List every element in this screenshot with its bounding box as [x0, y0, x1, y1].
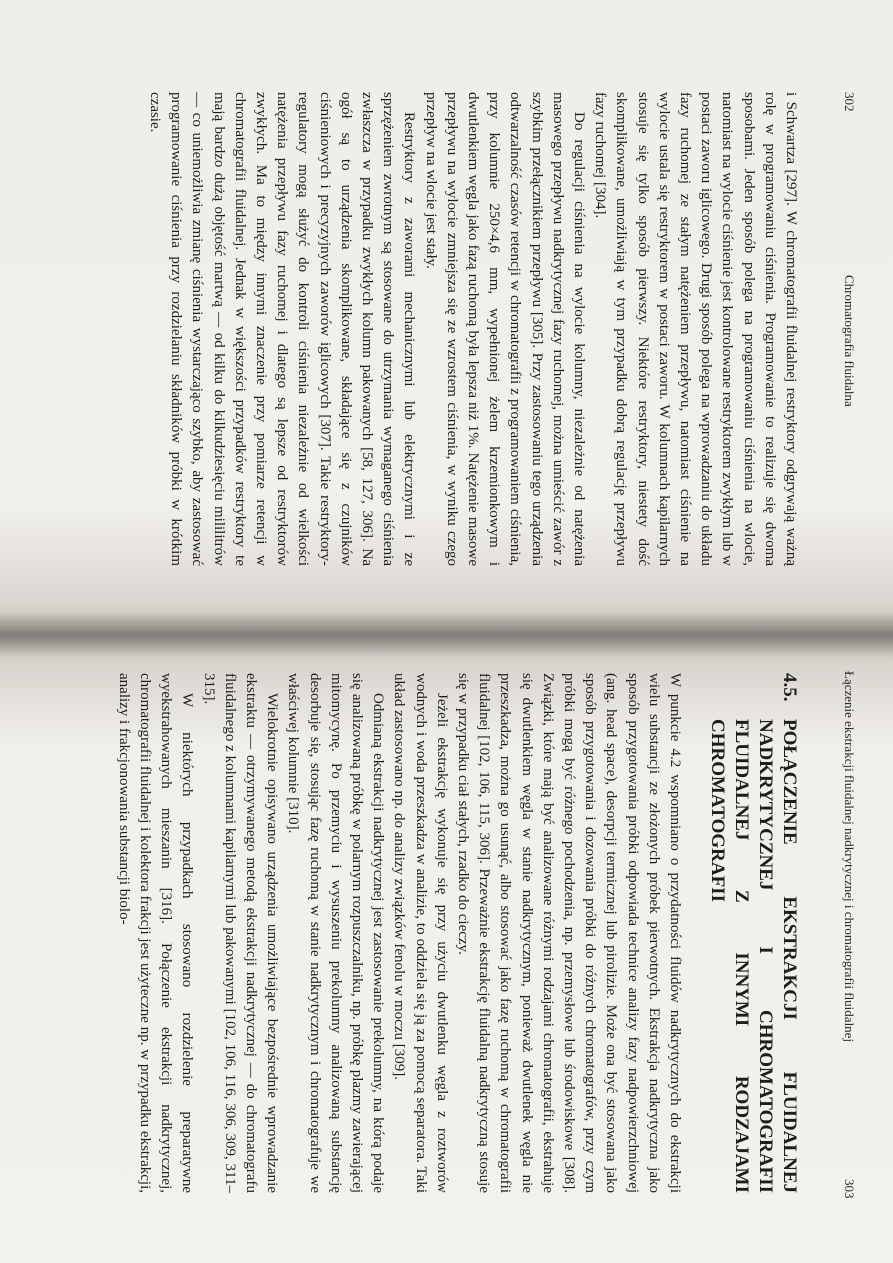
left-page [0, 0, 893, 631]
left-paragraph-1: i Schwartza [297]. W chromatografii fluidalnej restryktory odgrywają ważną rolę w programowaniu ciśnienia. Programowanie to realizuje się dwoma sposobami. Jeden sposób polega na programowaniu ciśnienia na wlocie, natomiast na wylocie ciśnienie jest kontrolowane restryktorem zwykłym lub w postaci zaworu iglicowego. Drugi sposób polega na wprowadzaniu do układu fazy ruchomej ze stałym natężeniem przepływu, natomiast ciśnienie na wylocie ustala się restryktorem w postaci zaworu. W kolumnach kapilarnych stosuje się tylko sposób pierwszy. Niektóre restryktory, niestety dość skomplikowane, umożliwiają w tym przypadku dobrą regulację przepływu fazy ruchomej [304]. [592, 92, 799, 566]
book-gutter-shadow [0, 612, 893, 656]
right-paragraph-5: W niektórych przypadkach stosowano rozdzielenie preparatywne wyekstrahowanych mieszanin [316]. Połączenie ekstrakcji nadkrytycznej, chromatografii fluidalnej i kolektora frakcji jest użyteczne np. w przypadku ekstrakcji, analizy i frakcjonowania substancji biolo- [115, 673, 196, 1193]
right-page [0, 631, 893, 1263]
right-page-body [113, 673, 801, 1193]
left-page-number: 302 [842, 92, 857, 112]
section-number: 4.5. [779, 673, 800, 702]
right-running-title: Łączenie ekstrakcji fluidalnej nadkrytycznej i chromatografii fluidalnej [842, 671, 857, 1043]
left-paragraph-2: Do regulacji ciśnienia na wylocie kolumny, niezależnie od natężenia masowego przepływu nadkrytycznej fazy ruchomej, można umieścić zawór z szybkim przełącznikiem przepływu [305]. Przy zastosowaniu tego urządzenia odtwarzalność czasów retencji w chromatografii z programowaniem ciśnienia, przy kolumnie 250×4,6 mm, wypełnionej żelem krzemionkowym i dwutlenkiem węgla jako fazą ruchomą była lepsza niż 1%. Natężenie masowe przepływu na wylocie zmniejsza się ze wzrostem ciśnienia, w wyniku czego przepływ na wlocie jest stały. [422, 92, 587, 566]
right-paragraph-4: Wielokrotnie opisywano urządzenia umożliwiające bezpośrednie wprowadzanie ekstraktu — otrzymywanego metodą ekstrakcji nadkrytycznej — do chromatografu fluidalnego z kolumnami kapilarnymi lub pakowanymi [102, 106, 116, 306, 309, 311–315]. [200, 673, 281, 1193]
section-heading [705, 673, 801, 1193]
left-running-title: Chromatografia fluidalna [842, 275, 857, 407]
right-paragraph-1: W punkcie 4.2 wspomniano o przydatności fluidów nadkrytycznych do ekstrakcji wielu substancji ze złożonych próbek pierwotnych. Ekstrakcja nadkrytyczna jako sposób przygotowania próbki odpowiada technice analizy fazy nadpowierzchniowej (ang. head space), desorpcji termicznej lub pirolizie. Może ona być stosowana jako sposób przygotowania i dozowania próbki do różnych chromatografów, przy czym próbki mogą być różnego pochodzenia, np. przemysłowe lub środowiskowe [308]. Związki, które mają być analizowane różnymi rodzajami chromatografii, ekstrahuje się dwutlenkiem węgla w stanie nadkrytycznym, ponieważ dwutlenek węgla nie przeszkadza, można go usunąć, albo stosować jako fazę ruchomą w chromatografii fluidalnej [102, 106, 115, 306]. Przeważnie ekstrakcję fluidalną nadkrytyczną stosuje się w przypadku ciał stałych, rzadko do cieczy. [454, 673, 683, 1193]
left-paragraph-3: Restryktory z zaworami mechanicznymi lub elektrycznymi i ze sprzężeniem zwrotnym są stosowane do utrzymania wymaganego ciśnienia zwłaszcza w przypadku zwykłych kolumn pakowanych [58, 127, 306]. Na ogół są to urządzenia skomplikowane, składające się z czujników ciśnieniowych i precyzyjnych zaworów iglicowych [307]. Takie restryktory-regulatory mogą służyć do kontroli ciśnienia niezależnie od wielkości natężenia przepływu fazy ruchomej i dlatego są lepsze od restryktorów zwykłych. Ma to między innymi znaczenie przy pomiarze retencji w chromatografii fluidalnej. Jednak w większości przypadków restryktory te mają bardzo dużą objętość martwą — od kilku do kilkudziesięciu mililitrów — co uniemożliwia zmianę ciśnienia wystarczająco szybko, aby zastosować programowanie ciśnienia przy rozdzielaniu składników próbki w krótkim czasie. [146, 92, 418, 566]
section-title: POŁĄCZENIE EKSTRAKCJI FLUIDALNEJ NADKRYTYCZNEJ I CHROMATOGRAFII FLUIDALNEJ Z INNYMI RODZAJAMI CHROMATOGRAFII [707, 719, 800, 1193]
left-page-body [144, 92, 801, 566]
right-paragraph-2: Jeżeli ekstrakcję wykonuje się przy użyciu dwutlenku węgla z roztworów wodnych i woda przeszkadza w analizie, to oddziela się ją za pomocą separatora. Taki układ zastosowano np. do analizy związków fenolu w moczu [309]. [391, 673, 450, 1193]
right-paragraph-3: Odmianą ekstrakcji nadkrytycznej jest zastosowanie prekolumny, na którą podaje się analizowaną próbkę w polarnym rozpuszczalniku, np. próbkę plazmy zawierającej mitomycynę. Po przemyciu i wysuszeniu prekolumny analizowaną substancję desorbuje się, stosując fazę ruchomą w stanie nadkrytycznym i chromatografuje we właściwej kolumnie [310]. [285, 673, 387, 1193]
right-page-number: 303 [842, 1179, 857, 1199]
